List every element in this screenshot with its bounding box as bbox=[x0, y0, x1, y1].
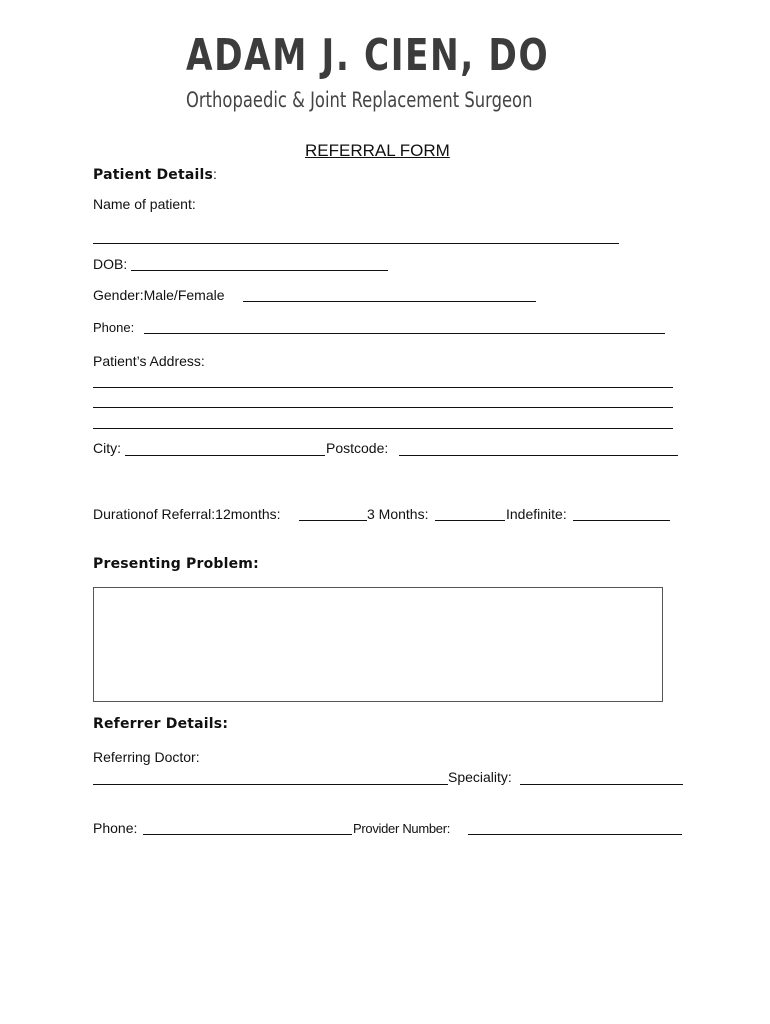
dob-field[interactable] bbox=[131, 270, 388, 271]
referring-doctor-label: Referring Doctor: bbox=[93, 749, 200, 765]
provider-number-label: Provider Number: bbox=[353, 821, 451, 836]
three-months-label: 3 Months: bbox=[367, 506, 429, 522]
gender-label: Gender:Male/Female bbox=[93, 287, 225, 303]
form-title: REFERRAL FORM bbox=[305, 141, 450, 160]
address-line-2[interactable] bbox=[93, 407, 673, 408]
patient-details-colon: : bbox=[213, 166, 217, 182]
surgeon-name: ADAM J. CIEN, DO bbox=[186, 30, 550, 81]
patient-details-label: Patient Details bbox=[93, 167, 214, 183]
indefinite-field[interactable] bbox=[573, 520, 670, 521]
name-of-patient-label: Name of patient: bbox=[93, 196, 196, 212]
three-months-field[interactable] bbox=[435, 520, 505, 521]
postcode-field[interactable] bbox=[399, 455, 678, 456]
presenting-problem-heading: Presenting Problem: bbox=[93, 556, 259, 572]
address-line-3[interactable] bbox=[93, 428, 673, 429]
phone-label: Phone: bbox=[93, 320, 135, 335]
city-label: City: bbox=[93, 440, 121, 456]
provider-number-field[interactable] bbox=[468, 834, 682, 835]
surgeon-subtitle: Orthopaedic & Joint Replacement Surgeon bbox=[186, 88, 533, 112]
patient-details-heading bbox=[93, 166, 217, 184]
address-line-1[interactable] bbox=[93, 387, 673, 388]
presenting-problem-box[interactable] bbox=[93, 587, 663, 702]
twelve-months-field[interactable] bbox=[299, 520, 367, 521]
indefinite-label: Indefinite: bbox=[506, 506, 567, 522]
dob-label: DOB: bbox=[93, 256, 128, 272]
speciality-field[interactable] bbox=[520, 784, 683, 785]
gender-field[interactable] bbox=[243, 301, 536, 302]
postcode-label: Postcode: bbox=[326, 440, 389, 456]
duration-label: Durationof Referral:12months: bbox=[93, 506, 281, 522]
referring-doctor-field[interactable] bbox=[93, 784, 448, 785]
referrer-phone-field[interactable] bbox=[143, 834, 352, 835]
referrer-phone-label: Phone: bbox=[93, 820, 138, 836]
city-field[interactable] bbox=[125, 455, 325, 456]
address-label: Patient’s Address: bbox=[93, 353, 205, 369]
referrer-details-heading: Referrer Details: bbox=[93, 716, 229, 732]
speciality-label: Speciality: bbox=[448, 769, 512, 785]
name-of-patient-field[interactable] bbox=[93, 243, 619, 244]
phone-field[interactable] bbox=[144, 333, 665, 334]
